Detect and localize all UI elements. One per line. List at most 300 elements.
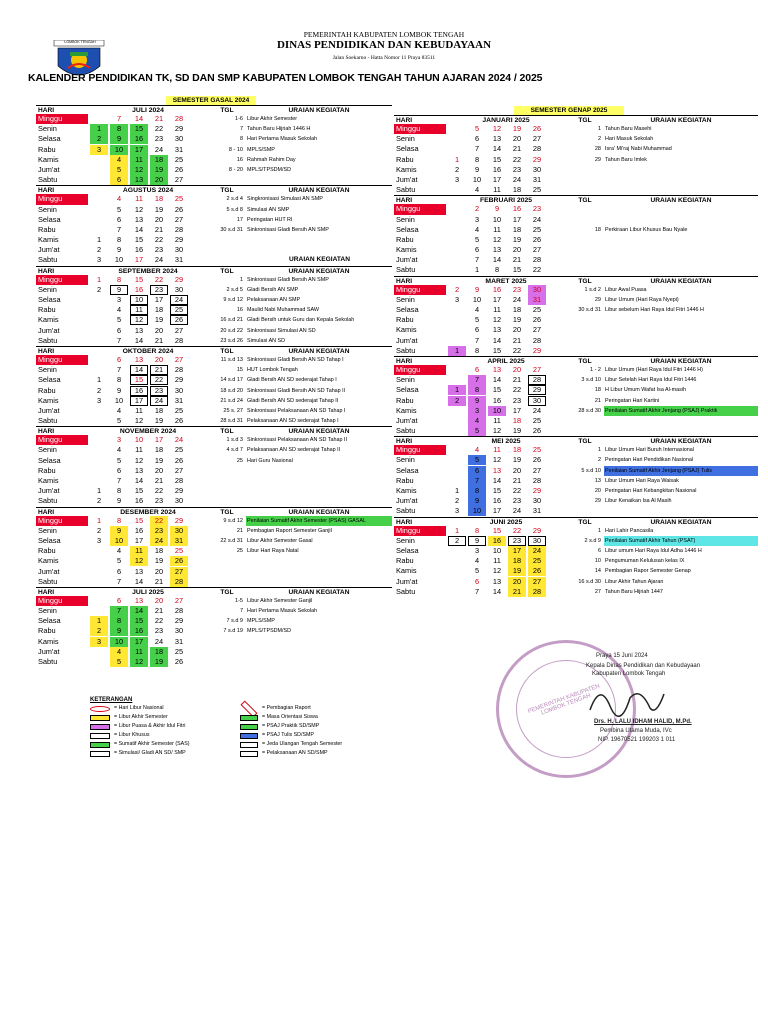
day-jumat: Jum'at <box>396 496 418 506</box>
date-18: 18 <box>150 647 168 657</box>
event-desc <box>604 346 758 356</box>
date-22: 22 <box>154 124 164 134</box>
event-desc: Libur Akhir Semester Ganjil <box>247 597 313 604</box>
event-date: 22 s.d 31 <box>220 537 243 544</box>
date-23: 23 <box>154 626 164 636</box>
date-9: 9 <box>468 396 486 406</box>
legend-swatch <box>240 742 258 748</box>
event-date <box>566 265 604 275</box>
event-desc: Sinkronisasi Gladi Bersih AN SMP <box>247 226 329 233</box>
event-date: 2 s.d 5 <box>226 286 243 293</box>
date-21: 21 <box>154 476 164 485</box>
date-5: 5 <box>468 455 486 465</box>
calendar-row <box>394 245 758 255</box>
date-24: 24 <box>512 506 522 516</box>
date-cells <box>446 124 566 134</box>
date-14: 14 <box>134 224 144 234</box>
event-date <box>566 215 604 225</box>
calendar-row <box>36 486 392 496</box>
calendar-row <box>36 295 392 305</box>
date-cells <box>88 295 208 305</box>
calendar-row <box>36 165 392 175</box>
hari-label: HARI <box>38 588 55 596</box>
date-20: 20 <box>512 325 522 335</box>
date-7: 7 <box>474 586 480 596</box>
semester-genap-header: SEMESTER GENAP 2025 <box>514 106 624 115</box>
day-selasa: Selasa <box>38 616 61 626</box>
event-date <box>566 336 604 346</box>
date-2: 2 <box>96 525 102 535</box>
date-10: 10 <box>110 145 128 155</box>
date-11: 11 <box>130 155 148 165</box>
calendar-row <box>36 365 392 375</box>
sign-place: Praya 15 Juni 2024 <box>596 653 648 659</box>
date-4: 4 <box>116 194 122 204</box>
date-cells <box>88 556 208 566</box>
event-desc: Libur Hari Raya Natal <box>247 548 299 555</box>
date-cells <box>446 305 566 315</box>
event-date: 11 s.d 13 <box>220 356 243 363</box>
date-9: 9 <box>110 285 128 295</box>
event-date: 25 <box>236 548 243 555</box>
event-date <box>208 577 246 587</box>
calendar-row <box>394 406 758 416</box>
day-sabtu: Sabtu <box>396 506 416 516</box>
event-date: 25 <box>236 457 243 464</box>
event-date <box>208 637 246 647</box>
date-24: 24 <box>154 255 164 265</box>
event-desc: Rahmah Rahim Day <box>247 156 296 163</box>
event-desc <box>604 245 758 255</box>
date-15: 15 <box>134 486 144 496</box>
event-desc: Maulid Nabi Muhammad SAW <box>247 307 319 314</box>
event-date <box>566 165 604 175</box>
date-28: 28 <box>174 224 184 234</box>
date-cells <box>88 466 208 476</box>
calendar-row <box>394 265 758 275</box>
hari-label: HARI <box>396 277 413 285</box>
event-date <box>566 255 604 265</box>
date-5: 5 <box>110 165 128 175</box>
event-desc: MPLS/TPSDM/SD <box>247 628 292 635</box>
date-22: 22 <box>154 486 164 496</box>
day-rabu: Rabu <box>396 395 414 405</box>
date-19: 19 <box>154 315 164 325</box>
date-9: 9 <box>474 284 480 294</box>
date-26: 26 <box>532 315 542 325</box>
legend-text: = PSAJ Praktik SD/SMP <box>262 723 320 729</box>
event-date: 16 <box>236 156 243 163</box>
date-9: 9 <box>468 496 486 506</box>
date-10: 10 <box>468 506 486 516</box>
day-rabu: Rabu <box>38 305 56 315</box>
tgl-label: TGL <box>578 277 592 285</box>
date-20: 20 <box>154 354 164 364</box>
uraian-label: URAIAN KEGIATAN <box>288 588 350 596</box>
event-desc: Libur Umum (Hari Raya Nyepi) <box>605 296 679 303</box>
date-22: 22 <box>150 375 168 385</box>
date-13: 13 <box>492 134 502 144</box>
date-cells <box>446 577 566 587</box>
date-2: 2 <box>96 496 102 506</box>
day-sabtu: Sabtu <box>38 175 58 185</box>
date-17: 17 <box>492 174 502 184</box>
date-28: 28 <box>174 365 184 375</box>
event-date: 30 s.d 31 <box>220 226 243 233</box>
event-date <box>208 657 246 667</box>
hari-label: HARI <box>396 197 413 205</box>
calendar-row <box>394 346 758 356</box>
event-date: 7 s.d 19 <box>223 628 243 635</box>
date-19: 19 <box>508 566 526 576</box>
date-8: 8 <box>110 616 128 626</box>
date-17: 17 <box>512 405 522 415</box>
event-desc: Pelaksanaan AN SD sederajat Tahap II <box>247 447 341 454</box>
day-jumat: Jum'at <box>38 486 60 496</box>
hari-label: HARI <box>396 438 413 446</box>
calendar-row <box>394 445 758 455</box>
date-10: 10 <box>488 406 506 416</box>
date-cells <box>446 295 566 305</box>
date-19: 19 <box>150 165 168 175</box>
date-cells <box>88 165 208 175</box>
date-29: 29 <box>174 124 184 134</box>
event-date: 8 <box>239 136 243 143</box>
date-6: 6 <box>116 465 122 475</box>
date-25: 25 <box>170 305 188 315</box>
event-desc <box>604 165 758 175</box>
event-date: 16 s.d 21 <box>220 317 243 324</box>
date-cells <box>88 626 208 636</box>
calendar-row <box>394 155 758 165</box>
date-24: 24 <box>512 294 522 304</box>
calendar-row <box>36 194 392 204</box>
day-senin: Senin <box>38 284 57 294</box>
event-desc <box>604 255 758 265</box>
date-15: 15 <box>492 385 502 395</box>
date-12: 12 <box>130 165 148 175</box>
date-11: 11 <box>130 305 148 315</box>
date-15: 15 <box>134 274 144 284</box>
date-4: 4 <box>110 647 128 657</box>
month-header <box>394 517 758 526</box>
date-27: 27 <box>174 214 184 224</box>
date-cells <box>88 315 208 325</box>
date-cells <box>88 567 208 577</box>
event-desc: Pembagian Raport Semester Ganjil <box>247 527 332 534</box>
event-date: 18 <box>594 226 601 233</box>
calendar-row <box>36 616 392 626</box>
date-7: 7 <box>116 476 122 485</box>
calendar-row <box>36 445 392 455</box>
date-9: 9 <box>474 164 480 174</box>
calendar-row <box>36 355 392 365</box>
date-23: 23 <box>150 526 168 536</box>
date-cells <box>88 175 208 185</box>
date-30: 30 <box>528 285 546 295</box>
date-cells <box>446 165 566 175</box>
date-20: 20 <box>512 134 522 144</box>
day-rabu: Rabu <box>396 315 414 325</box>
date-17: 17 <box>512 214 522 224</box>
event-date: 6 <box>597 547 601 554</box>
event-date: 1 s.d 3 <box>226 437 243 444</box>
date-27: 27 <box>170 567 188 577</box>
date-27: 27 <box>174 325 184 335</box>
date-cells <box>446 486 566 496</box>
date-18: 18 <box>154 546 164 556</box>
calendar-row <box>36 155 392 165</box>
event-desc <box>246 647 392 657</box>
date-31: 31 <box>174 255 184 265</box>
event-desc: Gladi Bersih AN SD sederajat Tahap II <box>247 397 339 404</box>
event-date: 29 <box>594 156 601 163</box>
day-kamis: Kamis <box>38 476 59 485</box>
date-4: 4 <box>474 556 480 566</box>
date-28: 28 <box>174 114 184 123</box>
sign-role1: Kepala Dinas Pendidikan dan Kebudayaan <box>586 663 701 669</box>
date-5: 5 <box>468 426 486 436</box>
date-12: 12 <box>492 426 502 436</box>
date-cells <box>446 476 566 486</box>
date-cells <box>88 245 208 255</box>
day-jumat: Jum'at <box>38 245 60 255</box>
date-5: 5 <box>116 556 122 566</box>
date-16: 16 <box>488 536 506 546</box>
date-30: 30 <box>170 526 188 536</box>
legend-text: = Libur Puasa & Akhir Idul Fitri <box>114 723 186 729</box>
date-2: 2 <box>96 245 102 255</box>
date-cells <box>88 145 208 155</box>
event-date: 28 <box>594 146 601 153</box>
date-23: 23 <box>512 164 522 174</box>
calendar-row <box>394 144 758 154</box>
date-12: 12 <box>492 315 502 325</box>
event-desc: Simulasi AN SD <box>247 337 286 344</box>
uraian-label: URAIAN KEGIATAN <box>650 357 712 365</box>
date-23: 23 <box>508 536 526 546</box>
legend-text: = Simulasi/ Gladi AN SD/ SMP <box>114 750 186 756</box>
day-jumat: Jum'at <box>396 174 418 184</box>
date-3: 3 <box>90 637 108 647</box>
date-10: 10 <box>130 295 148 305</box>
calendar-row <box>36 466 392 476</box>
hari-label: HARI <box>38 267 55 275</box>
semester-gasal-header: SEMESTER GASAL 2024 <box>166 96 256 105</box>
date-4: 4 <box>468 416 486 426</box>
calendar-row <box>36 235 392 245</box>
date-27: 27 <box>174 175 184 185</box>
month-header <box>394 356 758 365</box>
date-22: 22 <box>512 385 522 395</box>
date-24: 24 <box>532 405 542 415</box>
date-22: 22 <box>512 486 522 495</box>
month-name: OKTOBER 2024 <box>122 347 174 355</box>
calendar-row <box>36 476 392 486</box>
date-26: 26 <box>174 657 184 666</box>
date-6: 6 <box>116 214 122 224</box>
date-24: 24 <box>154 144 164 154</box>
sign-name: Drs. H. LALU IDHAM HALID, M.Pd. <box>594 719 692 725</box>
calendar-row <box>36 435 392 445</box>
calendar-row <box>394 165 758 175</box>
date-14: 14 <box>492 586 502 596</box>
day-kamis: Kamis <box>38 315 59 325</box>
event-date: 27 <box>594 588 601 595</box>
date-12: 12 <box>134 416 144 426</box>
date-6: 6 <box>116 325 122 335</box>
date-3: 3 <box>96 255 102 265</box>
date-2: 2 <box>454 164 460 174</box>
event-date <box>566 185 604 195</box>
event-desc: Tahun Baru Masehi <box>605 126 652 132</box>
date-13: 13 <box>134 465 144 475</box>
date-8: 8 <box>110 124 128 134</box>
date-27: 27 <box>532 245 542 255</box>
date-14: 14 <box>130 606 148 616</box>
date-30: 30 <box>174 284 184 294</box>
date-3: 3 <box>96 535 102 545</box>
date-24: 24 <box>150 536 168 546</box>
event-date <box>566 416 604 426</box>
calendar-row <box>36 375 392 385</box>
event-date <box>208 255 246 265</box>
month-name: JULI 2025 <box>132 588 164 596</box>
date-4: 4 <box>116 305 122 315</box>
event-desc: MPLS/SMP <box>247 146 275 153</box>
date-8: 8 <box>116 486 122 496</box>
stamp-text: PEMERINTAH KABUPATEN LOMBOK TENGAH <box>527 683 601 717</box>
date-17: 17 <box>492 506 502 516</box>
date-17: 17 <box>130 145 148 155</box>
date-17: 17 <box>492 294 502 304</box>
event-date: 29 <box>594 498 601 505</box>
event-date: 2 s.d 9 <box>584 537 601 544</box>
legend-swatch <box>240 715 258 721</box>
legend <box>90 696 390 764</box>
date-cells <box>446 506 566 516</box>
event-desc: Sinkronisasi Pelaksanaan AN SD Tahap II <box>247 437 347 444</box>
date-15: 15 <box>492 525 502 535</box>
date-cells <box>88 326 208 336</box>
event-date <box>208 476 246 486</box>
event-date: 2 <box>597 457 601 464</box>
legend-text: = PSAJ Tulis SD/SMP <box>262 732 314 738</box>
event-date: 13 <box>594 477 601 484</box>
day-senin: Senin <box>38 365 57 375</box>
event-date: 7 <box>239 126 243 133</box>
event-date <box>208 556 246 566</box>
date-18: 18 <box>512 415 522 425</box>
date-cells <box>88 536 208 546</box>
date-cells <box>88 235 208 245</box>
event-desc: Sinkronisasi Simulasi AN SD <box>247 327 316 334</box>
day-rabu: Rabu <box>38 224 56 234</box>
date-25: 25 <box>174 646 184 656</box>
day-selasa: Selasa <box>38 375 61 385</box>
month-header <box>36 426 392 435</box>
day-minggu: Minggu <box>394 285 446 295</box>
event-desc: Simulasi AN SMP <box>247 206 290 213</box>
date-10: 10 <box>114 395 124 405</box>
calendar-row <box>394 285 758 295</box>
legend-text: = Hari Libur Nasional <box>114 705 164 711</box>
calendar-row <box>394 426 758 436</box>
date-24: 24 <box>532 214 542 224</box>
date-5: 5 <box>116 204 122 214</box>
tgl-label: TGL <box>220 347 234 355</box>
semester-genap-panel <box>394 106 758 597</box>
date-26: 26 <box>532 455 542 465</box>
event-date: 1-6 <box>235 116 243 122</box>
day-jumat: Jum'at <box>396 415 418 425</box>
date-cells <box>88 435 208 445</box>
event-desc: Libur Akhir Tahun Ajaran <box>605 578 664 585</box>
date-27: 27 <box>174 465 184 475</box>
legend-swatch <box>90 751 110 757</box>
date-cells <box>446 566 566 576</box>
day-sabtu: Sabtu <box>38 255 58 265</box>
date-cells <box>88 577 208 587</box>
calendar-row <box>394 215 758 225</box>
date-27: 27 <box>532 364 542 374</box>
calendar-row <box>36 245 392 255</box>
date-10: 10 <box>472 174 482 184</box>
date-22: 22 <box>154 235 164 245</box>
event-desc: Sinkronisasi Gladi Bersih AN SMP <box>247 276 329 283</box>
date-cells <box>446 385 566 395</box>
date-cells <box>446 315 566 325</box>
date-cells <box>88 486 208 496</box>
event-date: 29 <box>594 296 601 303</box>
day-selasa: Selasa <box>396 144 419 154</box>
date-15: 15 <box>130 616 148 626</box>
day-sabtu: Sabtu <box>396 586 416 596</box>
day-minggu: Minggu <box>36 114 88 124</box>
date-cells <box>446 455 566 465</box>
date-26: 26 <box>532 426 542 436</box>
event-desc: Penilaian Sumatif Akhir Tahun (PSAT) <box>604 536 758 546</box>
date-31: 31 <box>170 536 188 546</box>
uraian-label: URAIAN KEGIATAN <box>288 508 350 516</box>
date-19: 19 <box>512 426 522 436</box>
day-kamis: Kamis <box>38 395 59 405</box>
calendar-row <box>36 456 392 466</box>
date-21: 21 <box>150 365 168 375</box>
event-date <box>208 647 246 657</box>
calendar-row <box>394 496 758 506</box>
calendar-row <box>394 526 758 536</box>
event-desc <box>604 416 758 426</box>
date-cells <box>88 406 208 416</box>
calendar-row <box>36 556 392 566</box>
event-desc <box>246 556 392 566</box>
event-desc: URAIAN KEGIATAN <box>289 256 350 264</box>
day-minggu: Minggu <box>394 445 446 455</box>
day-senin: Senin <box>396 134 415 144</box>
date-22: 22 <box>150 516 168 526</box>
calendar-row <box>36 516 392 526</box>
day-sabtu: Sabtu <box>396 426 416 436</box>
event-desc <box>604 325 758 335</box>
month-header <box>394 195 758 204</box>
date-31: 31 <box>532 506 542 516</box>
calendar-row <box>36 596 392 606</box>
date-25: 25 <box>532 185 542 195</box>
event-desc: Gladi Bersih untuk Guru dan Kepala Sekolah <box>247 317 355 324</box>
day-senin: Senin <box>38 204 57 214</box>
date-22: 22 <box>154 616 164 626</box>
